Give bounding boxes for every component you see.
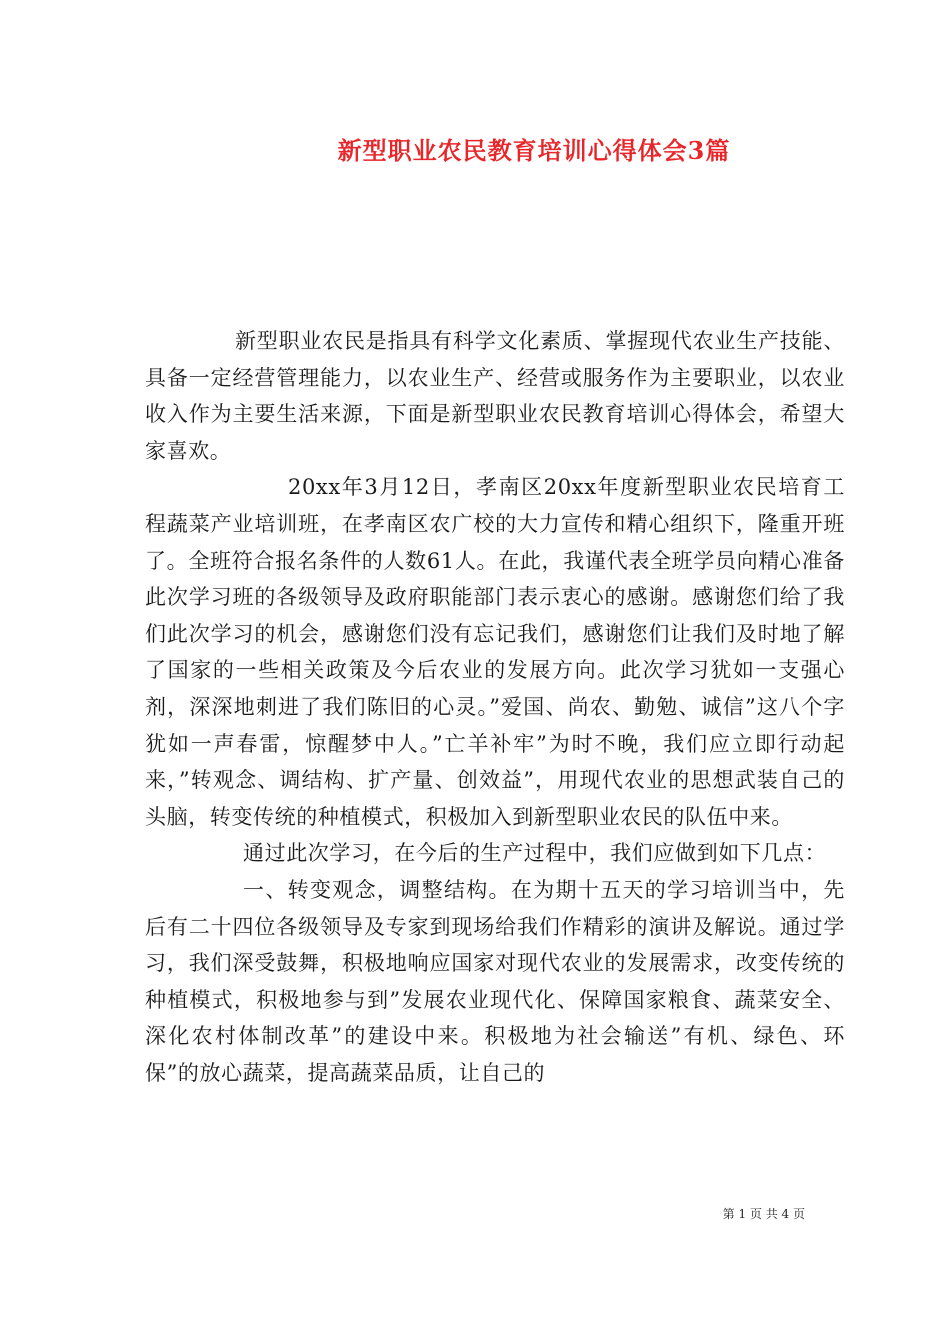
document-title: 新型职业农民教育培训心得体会3篇 [337, 136, 731, 165]
paragraph-intro: 新型职业农民是指具有科学文化素质、掌握现代农业生产技能、具备一定经营管理能力，以农业生产、经营或服务作为主要职业，以农业收入作为主要生活来源，下面是新型职业农民教育培训心得体会，希望大家喜欢。 [145, 329, 845, 463]
paragraph-point-one: 一、转变观念，调整结构。在为期十五天的学习培训当中，先后有二十四位各级领导及专家到现场给我们作精彩的演讲及解说。通过学习，我们深受鼓舞，积极地响应国家对现代农业的发展需求，改变传统的种植模式，积极地参与到”发展农业现代化、保障国家粮食、蔬菜安全、深化农村体制改革”的建设中来。积极地为社会输送”有机、绿色、环保”的放心蔬菜，提高蔬菜品质，让自己的 [145, 877, 845, 1085]
document-body [145, 323, 845, 1091]
paragraph-training-class: 20xx年3月12日，孝南区20xx年度新型职业农民培育工程蔬菜产业培训班，在孝南区农广校的大力宣传和精心组织下，隆重开班了。全班符合报名条件的人数61人。在此，我谨代表全班学员向精心准备此次学习班的各级领导及政府职能部门表示衷心的感谢。感谢您们给了我们此次学习的机会，感谢您们没有忘记我们，感谢您们让我们及时地了解了国家的一些相关政策及今后农业的发展方向。此次学习犹如一支强心剂，深深地刺进了我们陈旧的心灵。”爱国、尚农、勤勉、诚信”这八个字犹如一声春雷，惊醒梦中人。”亡羊补牢”为时不晚，我们应立即行动起来，”转观念、调结构、扩产量、创效益”，用现代农业的思想武装自己的头脑，转变传统的种植模式，积极加入到新型职业农民的队伍中来。 [145, 475, 845, 829]
page-number: 第 1 页 共 4 页 [722, 1207, 805, 1221]
paragraph-points-intro: 通过此次学习，在今后的生产过程中，我们应做到如下几点： [243, 841, 827, 866]
